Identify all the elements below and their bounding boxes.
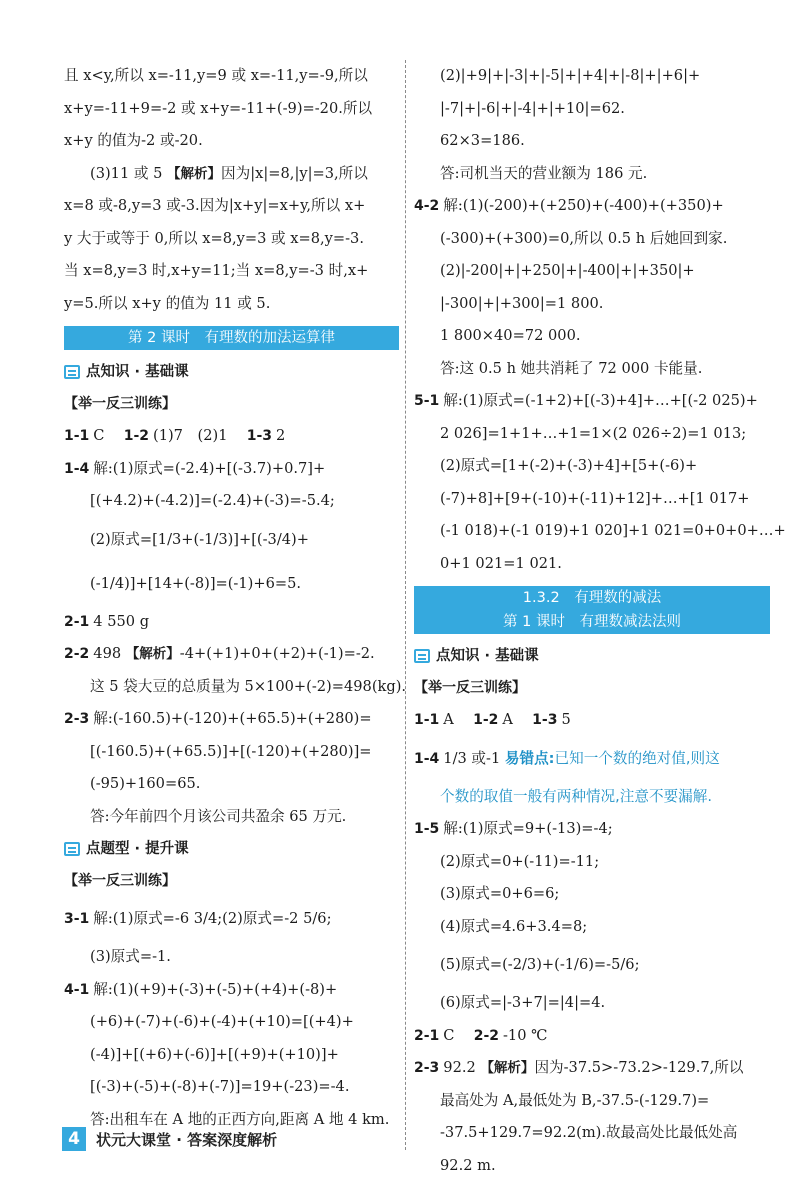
section-title: 点知识 · 基础课 <box>436 648 539 664</box>
text-line: 答:今年前四个月该公司共盈余 65 万元. <box>90 807 347 825</box>
text: 解:(1)原式=9+(-13)=-4; <box>443 820 613 837</box>
text-line: 最高处为 A,最低处为 B,-37.5-(-129.7)= <box>440 1091 710 1109</box>
text-line: [(-160.5)+(+65.5)]+[(-120)+(+280)]= <box>90 742 372 760</box>
question-code: 1-3 <box>532 712 558 728</box>
answer-row <box>414 190 770 223</box>
text-line: 答:这 0.5 h 她共消耗了 72 000 卡能量. <box>440 359 703 377</box>
text: 解:(1)原式=(-1+2)+[(-3)+4]+…+[(-2 025)+ <box>443 392 758 409</box>
text-line: (2)|+9|+|-3|+|-5|+|+4|+|-8|+|+6|+ <box>440 67 701 84</box>
question-code: 2-3 <box>414 1060 440 1076</box>
answer-row <box>414 813 770 846</box>
question-code: 1-4 <box>414 750 440 767</box>
text-line: (5)原式=(-2/3)+(-1/6)=-5/6; <box>440 956 640 973</box>
answer: A <box>502 711 513 728</box>
answer: 498 <box>93 645 122 662</box>
answer: C <box>443 1026 455 1044</box>
answer-row <box>414 704 770 737</box>
answer: 2 <box>276 427 286 444</box>
question-code: 1-3 <box>246 428 273 444</box>
text: 解:(1)原式=-6 3/4;(2)原式=-2 5/6; <box>93 910 332 927</box>
text-line: 这 5 袋大豆的总质量为 5×100+(-2)=498(kg). <box>90 677 407 695</box>
section-title: 点题型 · 提升课 <box>86 841 189 857</box>
text-line: x=8 或-8,y=3 或-3.因为|x+y|=x+y,所以 x+ <box>64 197 366 214</box>
answer-row <box>414 1052 770 1085</box>
lesson-banner <box>414 586 770 634</box>
text-line: [(+4.2)+(-4.2)]=(-2.4)+(-3)=-5.4; <box>90 492 335 509</box>
text-line: -37.5+129.7=92.2(m).故最高处比最低处高 <box>440 1124 738 1141</box>
error-tip-text: 已知一个数的绝对值,则这 <box>554 749 720 767</box>
text: -4+(+1)+0+(+2)+(-1)=-2. <box>179 645 375 662</box>
question-code: 2-3 <box>64 711 90 727</box>
banner-title: 第 2 课时 有理数的加法运算律 <box>128 330 335 346</box>
text-line: |-7|+|-6|+|-4|+|+10|=62. <box>440 99 625 117</box>
question-code: 1-4 <box>64 460 90 477</box>
answer: 1/3 或-1 <box>443 749 501 767</box>
question-code: 2-2 <box>473 1027 499 1044</box>
error-tip-text: 个数的取值一般有两种情况,注意不要漏解. <box>440 787 712 805</box>
text-line: (2)原式=[1+(-2)+(-3)+4]+[5+(-6)+ <box>440 457 698 474</box>
answer: -10 ℃ <box>503 1026 548 1044</box>
analysis-tag: 【解析】 <box>167 165 222 182</box>
answer: (1)7 (2)1 <box>153 427 228 444</box>
error-tip-tag: 易错点: <box>504 749 555 767</box>
text-line: 0+1 021=1 021. <box>440 554 562 572</box>
text-line: 2 026]=1+1+…+1=1×(2 026÷2)=1 013; <box>440 424 747 442</box>
text-line: 答:出租车在 A 地的正西方向,距离 A 地 4 km. <box>90 1110 390 1128</box>
text-line: (3)原式=0+6=6; <box>440 885 560 902</box>
text-line: (2)|-200|+|+250|+|-400|+|+350|+ <box>440 262 695 279</box>
text-line: (-7)+8]+[9+(-10)+(-11)+12]+…+[1 017+ <box>440 489 750 507</box>
answer: (3)11 或 5 <box>90 164 163 182</box>
training-label: 【举一反三训练】 <box>414 680 526 696</box>
section-heading <box>64 356 399 388</box>
text: 解:(1)(+9)+(-3)+(-5)+(+4)+(-8)+ <box>93 980 338 998</box>
question-code: 4-2 <box>414 198 440 214</box>
text-line: 1 800×40=72 000. <box>440 327 581 344</box>
right-column <box>414 60 786 1182</box>
text-line: (-1 018)+(-1 019)+1 020]+1 021=0+0+0+…+ <box>440 522 786 539</box>
analysis-tag: 【解析】 <box>125 646 180 662</box>
question-code: 1-1 <box>414 712 440 728</box>
question-code: 2-1 <box>64 613 90 630</box>
page-number: 4 <box>62 1127 86 1151</box>
answer-row <box>64 974 399 1007</box>
text-line: (2)原式=0+(-11)=-11; <box>440 852 600 870</box>
text-line: y=5.所以 x+y 的值为 11 或 5. <box>64 294 271 312</box>
text-line: 且 x<y,所以 x=-11,y=9 或 x=-11,y=-9,所以 <box>64 67 368 84</box>
answer: C <box>93 427 105 444</box>
text-line: x+y=-11+9=-2 或 x+y=-11+(-9)=-20.所以 <box>64 99 373 117</box>
text-line: 答:司机当天的营业额为 186 元. <box>440 164 648 182</box>
column-divider <box>405 60 406 1150</box>
text-line: (-1/4)]+[14+(-8)]=(-1)+6=5. <box>90 574 302 592</box>
text-line: (-95)+160=65. <box>90 775 201 792</box>
text: 因为|x|=8,|y|=3,所以 <box>221 164 368 182</box>
question-code: 3-1 <box>64 911 90 927</box>
text: 解:(-160.5)+(-120)+(+65.5)+(+280)= <box>93 710 372 727</box>
answer-row <box>414 385 770 418</box>
answer-row <box>64 897 399 941</box>
section-heading <box>414 640 770 672</box>
text-line: 当 x=8,y=3 时,x+y=11;当 x=8,y=-3 时,x+ <box>64 262 369 279</box>
text-line: (3)原式=-1. <box>90 948 171 965</box>
question-code: 4-1 <box>64 981 90 998</box>
question-code: 1-2 <box>123 428 149 444</box>
text-line: (2)原式=[1/3+(-1/3)]+[(-3/4)+ <box>90 530 309 548</box>
answer-row <box>64 703 399 736</box>
book-icon <box>64 842 80 856</box>
training-label: 【举一反三训练】 <box>64 873 176 889</box>
page-footer <box>62 1127 277 1151</box>
text-line: (4)原式=4.6+3.4=8; <box>440 917 588 935</box>
answer: A <box>443 711 454 728</box>
answer: 5 <box>561 711 571 728</box>
section-title: 点知识 · 基础课 <box>86 364 189 380</box>
lesson-banner <box>64 326 399 350</box>
question-code: 2-2 <box>64 646 90 662</box>
text: 因为-37.5>-73.2>-129.7,所以 <box>534 1059 744 1076</box>
analysis-tag: 【解析】 <box>480 1060 535 1076</box>
text: 解:(1)(-200)+(+250)+(-400)+(+350)+ <box>443 197 724 214</box>
text-line: [(-3)+(-5)+(-8)+(-7)]=19+(-23)=-4. <box>90 1078 350 1095</box>
book-icon <box>414 649 430 663</box>
answer-row <box>64 420 399 453</box>
answer: 4 550 g <box>93 612 150 630</box>
text-line: y 大于或等于 0,所以 x=8,y=3 或 x=8,y=-3. <box>64 229 364 247</box>
question-code: 1-5 <box>414 821 440 837</box>
answer-row <box>64 453 399 486</box>
question-code: 1-1 <box>64 428 90 444</box>
answer-row <box>64 638 399 671</box>
text: 解:(1)原式=(-2.4)+[(-3.7)+0.7]+ <box>93 459 326 477</box>
left-column <box>64 60 407 1136</box>
question-code: 1-2 <box>473 712 499 728</box>
training-label: 【举一反三训练】 <box>64 396 176 412</box>
text-line: 92.2 m. <box>440 1156 496 1174</box>
answer-row <box>414 1020 770 1053</box>
text-line: (6)原式=|-3+7|=|4|=4. <box>440 994 606 1011</box>
answer: 92.2 <box>443 1059 476 1076</box>
banner-subtitle: 第 1 课时 有理数减法法则 <box>503 614 681 630</box>
answer-row <box>64 606 399 639</box>
text-line: (-4)]+[(+6)+(-6)]+[(+9)+(+10)]+ <box>90 1045 339 1063</box>
answer-row <box>414 737 770 781</box>
text-line: 62×3=186. <box>440 132 525 149</box>
text-line: (-300)+(+300)=0,所以 0.5 h 后她回到家. <box>440 229 728 247</box>
book-title: 状元大课堂 · 答案深度解析 <box>96 1130 278 1149</box>
text-line: (+6)+(-7)+(-6)+(-4)+(+10)=[(+4)+ <box>90 1013 354 1030</box>
question-code: 2-1 <box>414 1027 440 1044</box>
banner-title: 1.3.2 有理数的减法 <box>522 590 662 606</box>
text-line: |-300|+|+300|=1 800. <box>440 294 604 312</box>
section-heading <box>64 833 399 865</box>
book-icon <box>64 365 80 379</box>
text-line: x+y 的值为-2 或-20. <box>64 132 203 149</box>
text-line <box>64 158 399 191</box>
question-code: 5-1 <box>414 393 440 409</box>
